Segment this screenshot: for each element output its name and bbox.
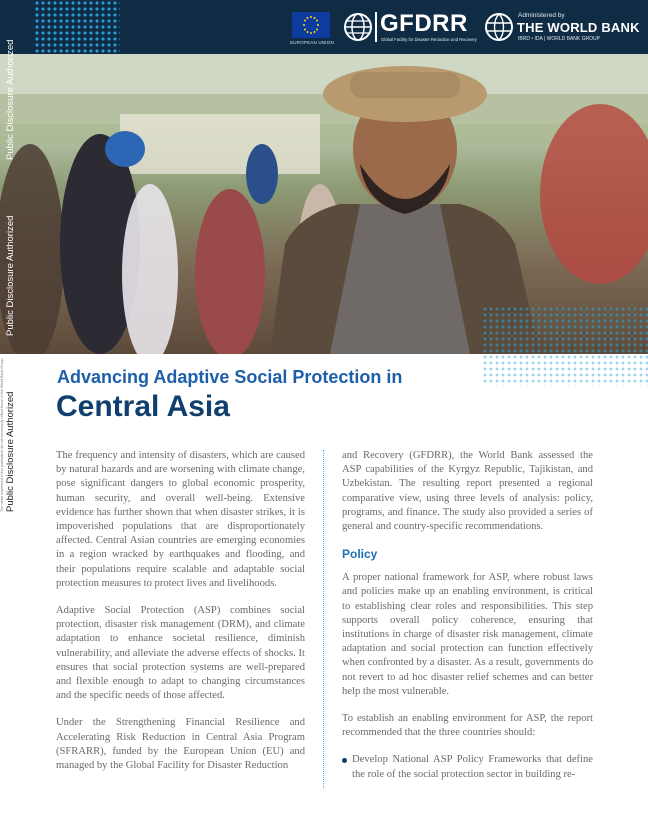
page-title-line1: Advancing Adaptive Social Protection in bbox=[57, 367, 403, 387]
decorative-dot-pattern bbox=[482, 306, 648, 354]
paragraph: To establish an enabling environment for ASP, the report recommended that the three countries should: bbox=[342, 713, 593, 739]
public-disclosure-watermark: Public Disclosure Authorized bbox=[5, 391, 16, 512]
gfdrr-tagline: Global Facility for Disaster Reduction and Recovery bbox=[381, 37, 477, 42]
eu-flag-logo bbox=[292, 12, 330, 38]
document-reference-watermark: The views expressed in this publication do not necessarily reflect those of the World Bank Group. bbox=[0, 357, 4, 512]
paragraph: The frequency and intensity of disasters, which are caused by natural hazards and are worsening with climate change, pose significant dangers to global economic prosperity, human security, and overall well-being. Extensive evidence has further shown that when disaster strikes, it is impoverished populations that are disproportionately affected. Central Asian countries are emerging economies in a region wracked by earthquakes and flooding, and their populations require scalable and adaptable social protection measures to protect lives and livelihoods. bbox=[56, 450, 305, 589]
world-bank-subtitle: IBRD • IDA | WORLD BANK GROUP bbox=[518, 36, 600, 42]
paragraph: Under the Strengthening Financial Resilience and Accelerating Risk Reduction in Central Asia Program (SFRARR), funded by the European Union (EU) and managed by the Global Facility for Disaster Reduction bbox=[56, 717, 305, 772]
paragraph: Adaptive Social Protection (ASP) combines social protection, disaster risk management (DRM), and climate adaptation to enhance societal resilience, diminish vulnerability, and alleviate the adverse effects of shocks. It ensures that social protection systems are well-prepared and flexible enough to adapt to changing circumstances and the specific needs of those affected. bbox=[56, 605, 305, 702]
world-bank-name: THE WORLD BANK bbox=[517, 20, 640, 35]
decorative-dot-pattern bbox=[482, 354, 648, 386]
section-heading-policy: Policy bbox=[342, 547, 378, 562]
world-bank-globe-icon bbox=[484, 12, 514, 42]
public-disclosure-watermark: Public Disclosure Authorized bbox=[5, 39, 16, 160]
bullet-item: Develop National ASP Policy Frameworks that define the role of the social protection sector in building re- bbox=[342, 753, 593, 781]
gfdrr-logo-text: GFDRR bbox=[380, 10, 468, 37]
text-column-right bbox=[342, 449, 593, 795]
paragraph: and Recovery (GFDRR), the World Bank assessed the ASP capabilities of the Kyrgyz Republic, Tajikistan, and Uzbekistan. The resulting report presented a regional comparative view, using three levels of analysis: policy, programs, and finance. The study also provided a series of general and country-specific recommendations. bbox=[342, 450, 593, 533]
logo-divider bbox=[375, 12, 377, 42]
header-band bbox=[0, 0, 648, 54]
hero-photo bbox=[0, 54, 648, 354]
eu-stars-icon bbox=[292, 12, 330, 38]
public-disclosure-watermark: Public Disclosure Authorized bbox=[5, 215, 16, 336]
gfdrr-globe-icon bbox=[343, 12, 373, 42]
decorative-dot-pattern bbox=[34, 0, 120, 54]
column-divider bbox=[323, 450, 324, 788]
wb-administered-label: Administered by bbox=[518, 12, 565, 19]
page-title-line2: Central Asia bbox=[56, 390, 230, 423]
eu-label: EUROPEAN UNION bbox=[290, 40, 334, 45]
text-column-left bbox=[56, 449, 305, 786]
paragraph: A proper national framework for ASP, where robust laws and policies make up an enabling environment, is critical to establishing clear roles and responsibilities. This step supports overall policy coherence, ensuring that institutions in charge of disaster risk management, climate adaptation and social protection can function effectively when confronted by a disaster. As a result, governments do not revert to ad hoc disaster relief schemes and can better help the most vulnerable. bbox=[342, 572, 593, 697]
